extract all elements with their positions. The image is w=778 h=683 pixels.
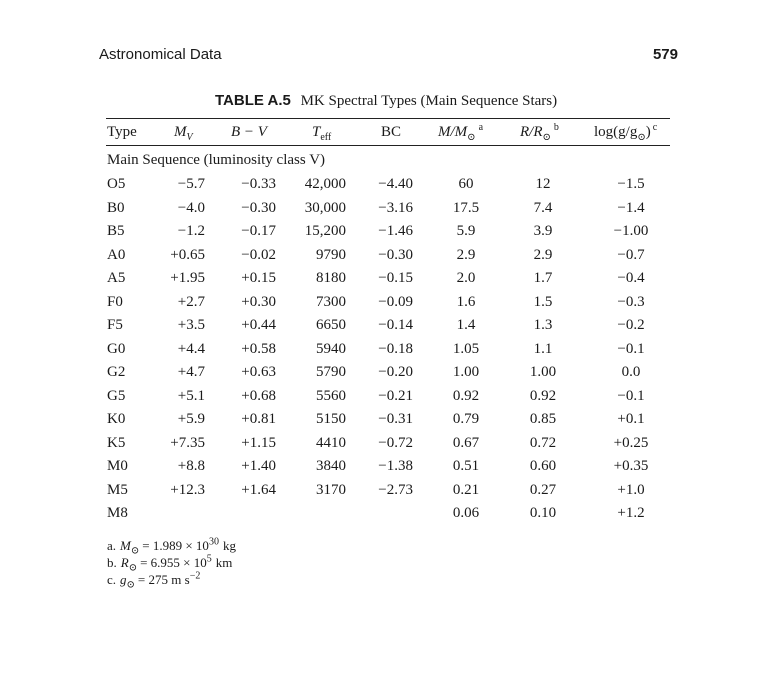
cell-logg: −1.00 xyxy=(613,223,649,239)
cell-logg: −0.1 xyxy=(617,340,645,357)
cell-mv: −1.2 xyxy=(177,223,205,239)
cell-type: F5 xyxy=(107,317,123,333)
cell-logg: +1.2 xyxy=(617,505,645,521)
cell-bv: +1.64 xyxy=(241,481,276,498)
cell-bc: −0.14 xyxy=(378,317,413,333)
table-row xyxy=(0,458,778,481)
cell-teff: 30,000 xyxy=(304,199,346,216)
sun-symbol: ⊙ xyxy=(542,132,551,143)
table-note xyxy=(107,570,236,591)
cell-type: M5 xyxy=(107,481,128,498)
cell-logg: −0.1 xyxy=(617,387,645,404)
note-prefix: b. xyxy=(107,555,117,570)
cell-logg: −0.4 xyxy=(617,270,645,286)
note-symbol: g xyxy=(120,572,127,587)
cell-bv: +0.63 xyxy=(241,364,276,380)
cell-mv: +8.8 xyxy=(177,458,205,474)
sun-symbol: ⊙ xyxy=(126,579,135,591)
header-bv: B − V xyxy=(231,124,267,140)
cell-type: A5 xyxy=(107,270,126,286)
header-teff xyxy=(312,124,331,141)
cell-teff: 9790 xyxy=(316,246,346,263)
cell-mass: 0.67 xyxy=(452,434,480,451)
cell-mass: 1.6 xyxy=(456,293,476,310)
cell-bv: +0.81 xyxy=(241,411,276,427)
header-mv-sub: V xyxy=(186,132,193,143)
cell-mv: +0.65 xyxy=(170,246,205,263)
cell-teff: 3840 xyxy=(316,458,346,474)
cell-teff: 42,000 xyxy=(304,176,346,192)
cell-mass: 0.92 xyxy=(452,387,480,404)
cell-teff: 8180 xyxy=(316,270,346,286)
note-prefix: a. xyxy=(107,538,117,553)
cell-type: G2 xyxy=(107,364,126,380)
cell-mv: +2.7 xyxy=(177,293,205,310)
cell-bv: +1.15 xyxy=(241,434,276,451)
table-row xyxy=(0,505,778,528)
table-row xyxy=(0,388,778,411)
table-row xyxy=(0,247,778,270)
cell-mv: +3.5 xyxy=(177,317,205,333)
cell-bv: +0.58 xyxy=(241,340,276,357)
table-row xyxy=(0,317,778,340)
cell-type: B5 xyxy=(107,223,125,239)
note-exponent: 30 xyxy=(208,536,219,548)
cell-teff: 4410 xyxy=(316,434,346,451)
cell-logg: −0.3 xyxy=(617,293,645,310)
header-radius-note: b xyxy=(553,122,559,133)
header-logg xyxy=(594,124,657,141)
cell-bc: −4.40 xyxy=(378,176,413,192)
cell-radius: 3.9 xyxy=(533,223,553,239)
cell-type: G5 xyxy=(107,387,126,404)
sun-symbol: ⊙ xyxy=(637,132,646,143)
cell-bc: −0.31 xyxy=(378,411,413,427)
cell-mass: 1.05 xyxy=(452,340,480,357)
cell-mv: +5.9 xyxy=(177,411,205,427)
cell-logg: +1.0 xyxy=(617,481,645,498)
cell-logg: +0.35 xyxy=(613,458,649,474)
cell-type: A0 xyxy=(107,246,126,263)
header-mv-symbol: M xyxy=(174,124,187,140)
table-caption xyxy=(215,92,557,110)
note-exponent: 5 xyxy=(206,553,212,565)
cell-radius: 0.85 xyxy=(529,411,557,427)
note-value: = 275 m s xyxy=(137,572,190,587)
cell-type: M0 xyxy=(107,458,128,474)
cell-teff: 5940 xyxy=(316,340,346,357)
note-exponent: −2 xyxy=(189,570,201,582)
cell-bv: +0.68 xyxy=(241,387,276,404)
note-value: = 6.955 × 10 xyxy=(140,555,207,570)
cell-mv: −5.7 xyxy=(177,176,205,192)
header-teff-sub: eff xyxy=(320,132,332,143)
cell-radius: 1.5 xyxy=(533,293,553,310)
cell-logg: 0.0 xyxy=(621,364,641,380)
cell-bc: −0.21 xyxy=(378,387,413,404)
cell-mv: +12.3 xyxy=(170,481,205,498)
table-notes xyxy=(107,536,236,591)
table-row xyxy=(0,341,778,364)
note-symbol: R xyxy=(120,555,129,570)
cell-mass: 0.06 xyxy=(452,505,480,521)
sun-symbol: ⊙ xyxy=(128,562,138,574)
header-mv xyxy=(174,124,193,141)
cell-bc: −0.18 xyxy=(378,340,413,357)
cell-type: B0 xyxy=(107,199,125,216)
cell-radius: 12 xyxy=(535,176,551,192)
header-rule xyxy=(106,145,670,146)
table-note xyxy=(107,553,236,574)
header-mass-note: a xyxy=(478,122,484,133)
header-bc: BC xyxy=(381,124,402,140)
cell-bv: +0.30 xyxy=(241,293,276,310)
cell-radius: 1.00 xyxy=(529,364,557,380)
cell-logg: +0.25 xyxy=(613,434,649,451)
cell-bc: −0.30 xyxy=(378,246,413,263)
cell-bv: +0.15 xyxy=(241,270,276,286)
header-mass-symbol: M/M xyxy=(438,124,468,140)
cell-type: O5 xyxy=(107,176,126,192)
cell-logg: +0.1 xyxy=(617,411,645,427)
note-unit: km xyxy=(215,555,233,570)
cell-bc: −0.09 xyxy=(378,293,413,310)
section-label: Main Sequence (luminosity class V) xyxy=(107,152,326,168)
header-logg-symbol: log(g/g xyxy=(594,124,638,140)
cell-bv: +0.44 xyxy=(241,317,276,333)
cell-teff: 7300 xyxy=(316,293,346,310)
page-number: 579 xyxy=(652,46,678,63)
cell-teff: 15,200 xyxy=(304,223,346,239)
cell-bc: −0.15 xyxy=(378,270,413,286)
note-symbol: M xyxy=(120,538,131,553)
cell-bc: −3.16 xyxy=(378,199,413,216)
cell-logg: −1.4 xyxy=(617,199,645,216)
cell-teff: 5790 xyxy=(316,364,346,380)
cell-type: K0 xyxy=(107,411,126,427)
header-mass xyxy=(438,124,483,141)
table-row xyxy=(0,176,778,199)
cell-bc: −1.38 xyxy=(378,458,413,474)
table-row xyxy=(0,482,778,505)
cell-type: F0 xyxy=(107,293,123,310)
header-type: Type xyxy=(107,124,137,140)
top-rule xyxy=(106,118,670,119)
cell-bv: −0.02 xyxy=(241,246,276,263)
cell-mass: 1.4 xyxy=(456,317,476,333)
cell-mass: 1.00 xyxy=(452,364,480,380)
cell-bc: −1.46 xyxy=(378,223,413,239)
cell-radius: 1.1 xyxy=(533,340,553,357)
cell-teff: 5560 xyxy=(316,387,346,404)
note-unit: kg xyxy=(222,538,236,553)
cell-mass: 0.51 xyxy=(452,458,480,474)
cell-logg: −0.7 xyxy=(617,246,645,263)
table-row xyxy=(0,435,778,458)
cell-bv: −0.17 xyxy=(241,223,276,239)
table-title: MK Spectral Types (Main Sequence Stars) xyxy=(300,93,558,109)
cell-mv: +7.35 xyxy=(170,434,205,451)
cell-mass: 60 xyxy=(458,176,474,192)
cell-mv: −4.0 xyxy=(177,199,205,216)
cell-mass: 2.0 xyxy=(456,270,476,286)
cell-mv: +4.4 xyxy=(177,340,205,357)
note-value: = 1.989 × 10 xyxy=(142,538,209,553)
cell-radius: 0.10 xyxy=(529,505,557,521)
header-radius xyxy=(520,124,559,141)
cell-type: K5 xyxy=(107,434,126,451)
cell-mass: 2.9 xyxy=(456,246,476,263)
table-row xyxy=(0,411,778,434)
sun-symbol: ⊙ xyxy=(130,545,140,557)
table-row xyxy=(0,223,778,246)
cell-radius: 1.3 xyxy=(533,317,553,333)
cell-type: G0 xyxy=(107,340,126,357)
cell-radius: 0.72 xyxy=(529,434,557,451)
table-row xyxy=(0,294,778,317)
cell-radius: 0.27 xyxy=(529,481,557,498)
header-logg-close: ) xyxy=(645,124,651,140)
cell-radius: 0.92 xyxy=(529,387,557,404)
header-radius-symbol: R/R xyxy=(520,124,543,140)
cell-bc: −2.73 xyxy=(378,481,413,498)
cell-mass: 17.5 xyxy=(452,199,480,216)
header-logg-note: c xyxy=(652,122,658,133)
cell-mass: 0.21 xyxy=(452,481,480,498)
cell-logg: −1.5 xyxy=(617,176,645,192)
table-note xyxy=(107,536,236,557)
cell-radius: 7.4 xyxy=(533,199,553,216)
cell-bc: −0.20 xyxy=(378,364,413,380)
table-row xyxy=(0,270,778,293)
cell-mass: 5.9 xyxy=(456,223,476,239)
header-teff-symbol: T xyxy=(312,124,321,140)
cell-mv: +4.7 xyxy=(177,364,205,380)
table-row xyxy=(0,200,778,223)
cell-teff: 3170 xyxy=(316,481,346,498)
cell-radius: 0.60 xyxy=(529,458,557,474)
cell-mass: 0.79 xyxy=(452,411,480,427)
cell-bc: −0.72 xyxy=(378,434,413,451)
cell-bv: +1.40 xyxy=(241,458,276,474)
cell-bv: −0.33 xyxy=(241,176,276,192)
cell-bv: −0.30 xyxy=(241,199,276,216)
cell-radius: 2.9 xyxy=(533,246,553,263)
cell-mv: +1.95 xyxy=(170,270,205,286)
cell-teff: 5150 xyxy=(316,411,346,427)
sun-symbol: ⊙ xyxy=(467,132,476,143)
cell-teff: 6650 xyxy=(316,317,346,333)
cell-type: M8 xyxy=(107,505,128,521)
cell-radius: 1.7 xyxy=(533,270,553,286)
table-row xyxy=(0,364,778,387)
cell-logg: −0.2 xyxy=(617,317,645,333)
running-head: Astronomical Data xyxy=(99,46,222,63)
note-prefix: c. xyxy=(107,572,117,587)
table-label: TABLE A.5 xyxy=(215,92,291,109)
cell-mv: +5.1 xyxy=(177,387,205,404)
